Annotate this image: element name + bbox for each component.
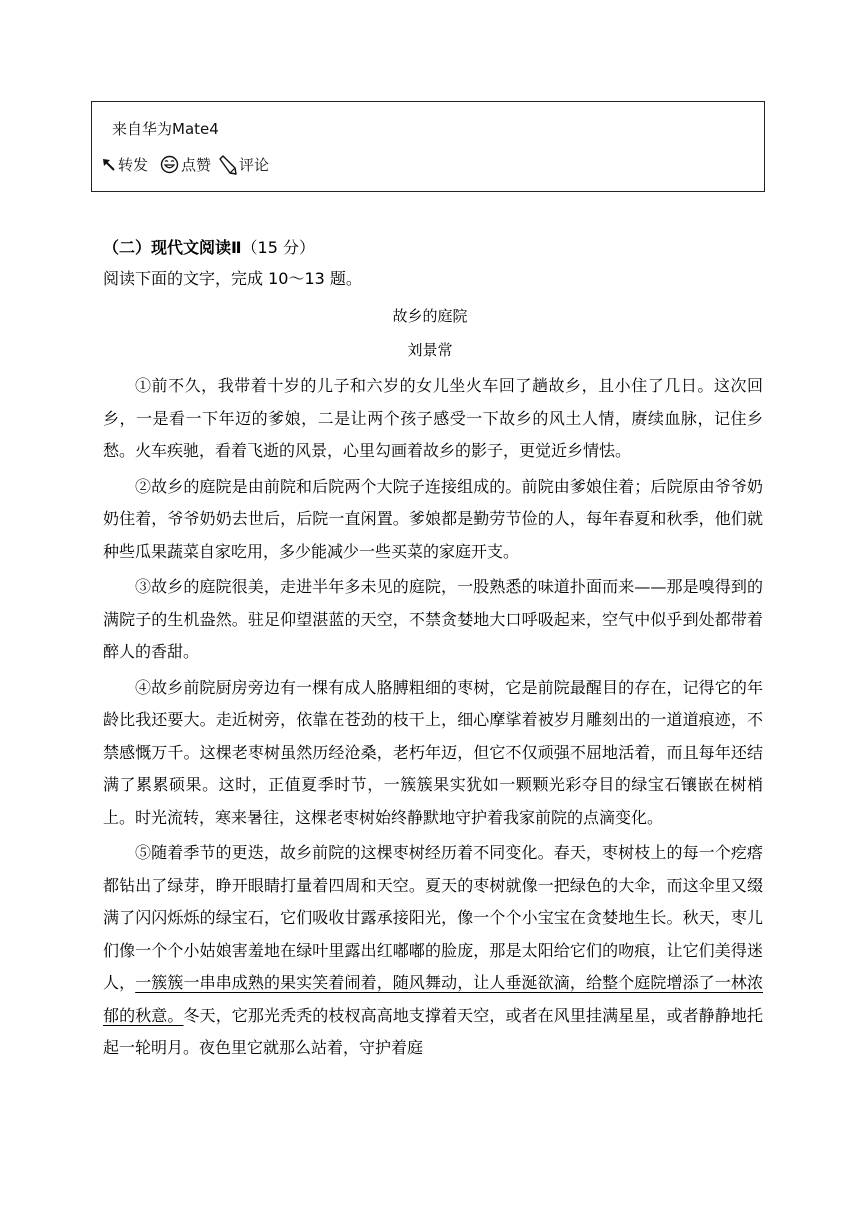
paragraph-4: ④故乡前院厨房旁边有一棵有成人胳膊粗细的枣树，它是前院最醒目的存在，记得它的年龄比我还要大。走近树旁，依靠在苍劲的枝干上，细心摩挲着被岁月雕刻出的一道道痕迹，不禁感慨万千。这棵老枣树虽然历经沧桑，老朽年迈，但它不仅顽强不屈地活着，而且每年还结满了累累硕果。这时，正值夏季时节，一簇簇果实犹如一颗颗光彩夺目的绿宝石镶嵌在树梢上。时光流转，寒来暑往，这棵老枣树始终静默地守护着我家前院的点滴变化。 xyxy=(103,677,763,827)
paragraph-3: ③故乡的庭院很美，走进半年多未见的庭院，一股熟悉的味道扑面而来——那是嗅得到的满院子的生机盎然。驻足仰望湛蓝的天空，不禁贪婪地大口呼吸起来，空气中似乎到处都带着醉人的香甜。 xyxy=(103,577,763,661)
article-title: 故乡的庭院 xyxy=(392,307,468,325)
share-action[interactable] xyxy=(102,154,148,175)
paragraph-5-tail: 冬天，它那光秃秃的枝杈高高地支撑着天空，或者在风里挂满星星，或者静静地托起一轮明月。夜色里它就那么站着，守护着庭 xyxy=(103,1005,763,1057)
comment-label: 评论 xyxy=(239,156,270,174)
underlined-sentence: 一簇簇一串串成熟的果实笑着闹着，随风舞动，让人垂涎欲滴，给整个庭院增添了一林浓郁的秋意。 xyxy=(103,973,763,1025)
section-instruction: 阅读下面的文字，完成 10～13 题。 xyxy=(103,269,362,288)
paragraph-5-text: ⑤随着季节的更迭，故乡前院的这棵枣树经历着不同变化。春天，枣树枝上的每一个疙瘩都钻出了绿芽，睁开眼睛打量着四周和天空。夏天的枣树就像一把绿色的大伞，而这伞里又缀满了闪闪烁烁的绿宝石，它们吸收甘露承接阳光，像一个个小宝宝在贪婪地生长。秋天，枣儿们像一个个小姑娘害羞地在绿叶里露出红嘟嘟的脸庞，那是太阳给它们的吻痕，让它们美得迷人， xyxy=(103,843,763,992)
post-source: 来自华为Mate4 xyxy=(112,120,219,138)
article-body xyxy=(103,370,763,1068)
comment-action[interactable] xyxy=(217,154,269,175)
section-points: （15 分） xyxy=(241,238,315,257)
smiley-icon xyxy=(160,155,179,174)
section-title: （二）现代文阅读Ⅱ xyxy=(103,238,242,257)
article-author: 刘景常 xyxy=(407,341,453,359)
share-label: 转发 xyxy=(118,156,149,174)
like-label: 点赞 xyxy=(181,156,212,174)
quoted-post-box xyxy=(91,101,765,192)
pencil-icon xyxy=(217,155,237,175)
paragraph-2: ②故乡的庭院是由前院和后院两个大院子连接组成的。前院由爹娘住着；后院原由爷爷奶奶住着，爷爷奶奶去世后，后院一直闲置。爹娘都是勤劳节俭的人，每年春夏和秋季，他们就种些瓜果蔬菜自家吃用，多少能减少一些买菜的家庭开支。 xyxy=(103,476,763,561)
paragraph-1: ①前不久，我带着十岁的儿子和六岁的女儿坐火车回了趟故乡，且小住了几日。这次回乡，一是看一下年迈的爹娘，二是让两个孩子感受一下故乡的风土人情，赓续血脉，记住乡愁。火车疾驰，看着飞逝的风景，心里勾画着故乡的影子，更觉近乡情怯。 xyxy=(103,376,763,460)
paragraph-5 xyxy=(103,837,763,1065)
share-arrow-icon xyxy=(102,158,116,172)
section-heading xyxy=(103,235,315,258)
post-actions xyxy=(102,154,273,175)
like-action[interactable] xyxy=(160,154,211,175)
